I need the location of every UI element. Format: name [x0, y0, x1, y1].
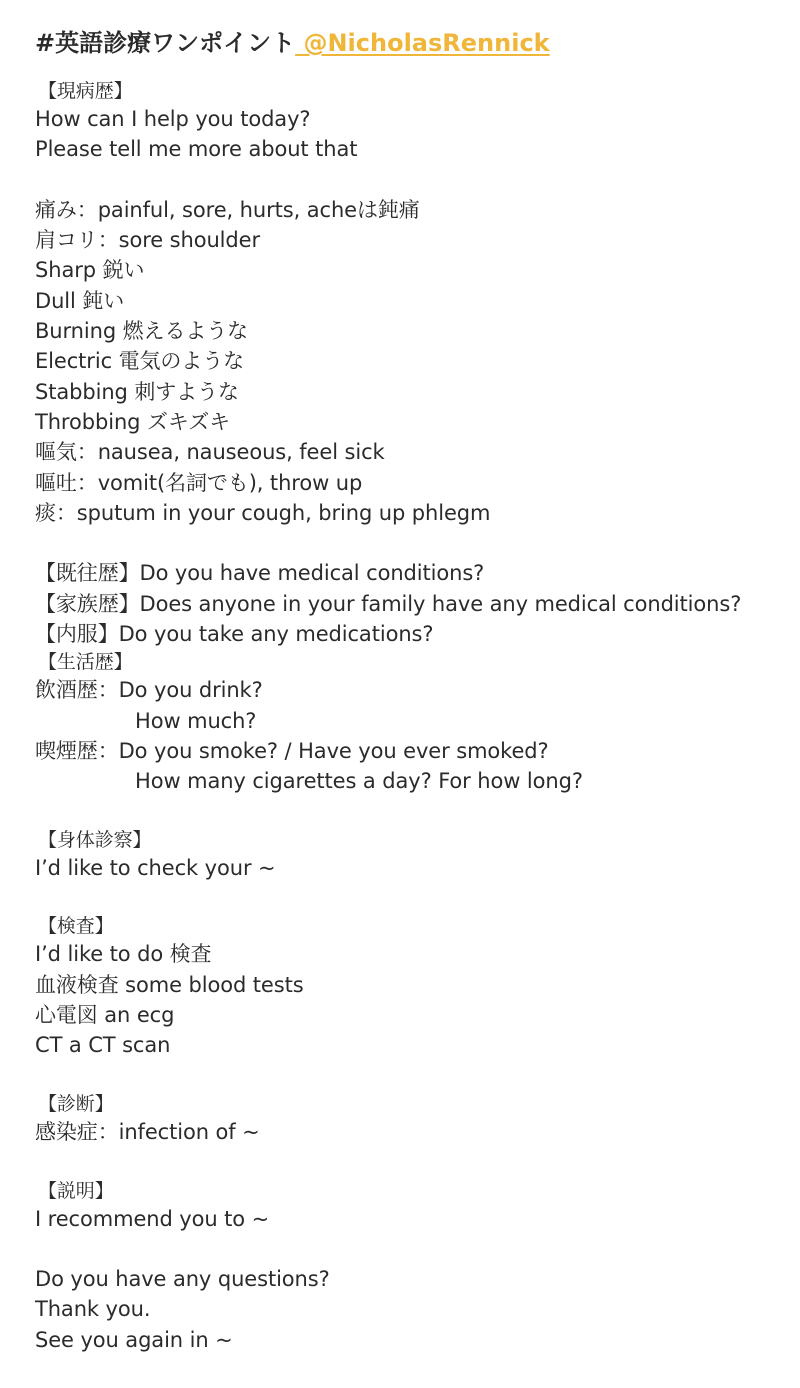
- symptom-line: 肩コリ：sore shoulder: [35, 228, 260, 253]
- tests-line: CT a CT scan: [35, 1033, 171, 1058]
- section-heading-exam: 【身体診察】: [38, 828, 152, 851]
- symptom-line: 嘔気：nausea, nauseous, feel sick: [35, 440, 385, 465]
- history-alcohol: 飲酒歴：Do you drink?: [35, 678, 263, 703]
- hpi-line: Please tell me more about that: [35, 137, 358, 162]
- blank-line: [35, 1147, 795, 1177]
- history-fh: 【家族歴】Does anyone in your family have any medical conditions?: [35, 591, 742, 616]
- section-heading-diagnosis: 【診断】: [38, 1092, 114, 1115]
- blank-line: [35, 528, 795, 558]
- blank-line: [35, 165, 795, 195]
- history-smoking: 喫煙歴：Do you smoke? / Have you ever smoked?: [35, 738, 549, 763]
- closing-line: Do you have any questions?: [35, 1267, 330, 1292]
- mention-link[interactable]: @NicholasRennick: [295, 29, 550, 57]
- tests-line: 心電図 an ecg: [35, 1003, 175, 1028]
- history-smoking-followup: How many cigarettes a day? For how long?: [135, 769, 583, 794]
- history-meds: 【内服】Do you take any medications?: [35, 622, 434, 647]
- symptom-line: Stabbing 刺すような: [35, 379, 239, 404]
- note-title: [35, 24, 795, 62]
- symptom-line: 痰：sputum in your cough, bring up phlegm: [35, 500, 491, 525]
- symptom-line: Burning 燃えるような: [35, 319, 249, 344]
- symptom-line: 嘔吐：vomit(名詞でも), throw up: [35, 470, 363, 495]
- note-body: [35, 78, 795, 1355]
- exam-line: I’d like to check your ~: [35, 855, 276, 880]
- blank-line: [35, 1061, 795, 1091]
- symptom-line: 痛み：painful, sore, hurts, acheは鈍痛: [35, 197, 420, 222]
- blank-line: [35, 883, 795, 913]
- section-heading-tests: 【検査】: [38, 915, 114, 938]
- tests-line: I’d like to do 検査: [35, 942, 212, 967]
- blank-line: [35, 1234, 795, 1264]
- blank-line: [35, 797, 795, 827]
- history-pmh: 【既往歴】Do you have medical conditions?: [35, 561, 485, 586]
- section-heading-explanation: 【説明】: [38, 1179, 114, 1202]
- diagnosis-line: 感染症：infection of ~: [35, 1119, 260, 1144]
- symptom-line: Electric 電気のような: [35, 349, 244, 374]
- symptom-line: Dull 鈍い: [35, 288, 125, 313]
- closing-line: Thank you.: [35, 1297, 151, 1322]
- hashtag[interactable]: #英語診療ワンポイント: [35, 29, 296, 57]
- note-content: [35, 24, 795, 1355]
- explanation-line: I recommend you to ~: [35, 1206, 270, 1231]
- symptom-line: Sharp 鋭い: [35, 258, 145, 283]
- tests-line: 血液検査 some blood tests: [35, 972, 304, 997]
- section-heading-social: 【生活歴】: [38, 651, 133, 674]
- symptom-line: Throbbing ズキズキ: [35, 409, 231, 434]
- history-alcohol-followup: How much?: [135, 708, 257, 733]
- hpi-line: How can I help you today?: [35, 107, 311, 131]
- closing-line: See you again in ~: [35, 1327, 233, 1352]
- section-heading-hpi: 【現病歴】: [38, 80, 133, 102]
